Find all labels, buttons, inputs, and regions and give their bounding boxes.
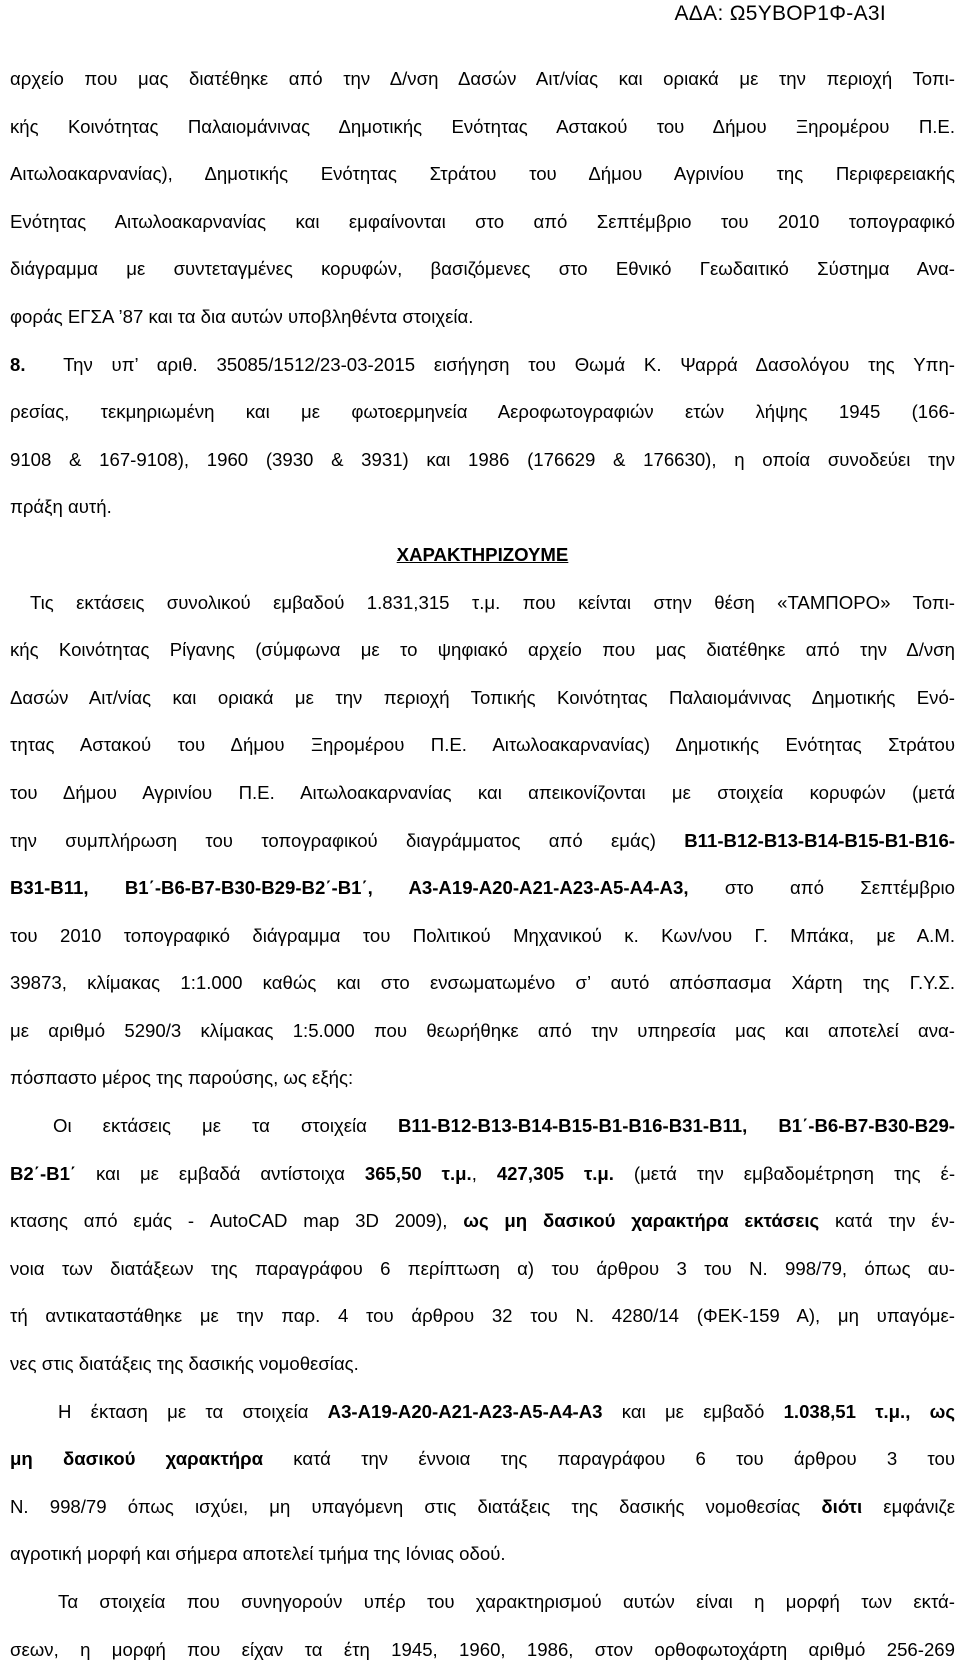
text-line: την συμπλήρωση του τοπογραφικού διαγράμματος από εμάς) Β11-Β12-Β13-Β14-Β15-Β1-Β16- — [10, 829, 955, 851]
text-line: αρχείο που μας διατέθηκε από την Δ/νση Δασών Αιτ/νίας και οριακά με την περιοχή Τοπι- — [10, 68, 955, 89]
text-line: Ν. 998/79 όπως ισχύει, μη υπαγόμενη στις διατάξεις της δασικής νομοθεσίας διότι εμφάνιζε — [10, 1495, 956, 1517]
text-line: πόσπαστο μέρος της παρούσης, ως εξής: — [10, 1067, 354, 1089]
text-line: 8. Την υπ’ αριθ. 35085/1512/23-03-2015 εισήγηση του Θωμά Κ. Ψαρρά Δασολόγου της Υπη- — [10, 353, 955, 375]
text-line: νοια των διατάξεων της παραγράφου 6 περίπτωση α) του άρθρου 3 του Ν. 998/79, όπως αυ- — [10, 1257, 955, 1279]
text-line: Τα στοιχεία που συνηγορούν υπέρ του χαρακτηρισμού αυτών είναι η μορφή των εκτά- — [58, 1591, 955, 1612]
text-line: Δασών Αιτ/νίας και οριακά με την περιοχή Τοπικής Κοινότητας Παλαιομάνινας Δημοτικής Ενό- — [10, 686, 955, 708]
text-line: Τις εκτάσεις συνολικού εμβαδού 1.831,315 τ.μ. που κείνται στην θέση «ΤΑΜΠΟΡΟ» Τοπι- — [30, 591, 955, 613]
text-line: τητας Αστακού του Δήμου Ξηρομέρου Π.Ε. Αιτωλοακαρνανίας) Δημοτικής Ενότητας Στράτου — [10, 734, 955, 756]
text-line: πράξη αυτή. — [10, 496, 112, 518]
text-line: Η έκταση με τα στοιχεία Α3-Α19-Α20-Α21-Α23-Α5-Α4-Α3 και με εμβαδό 1.038,51 τ.μ., ως — [58, 1400, 955, 1422]
text-line: του 2010 τοπογραφικό διάγραμμα του Πολιτικού Μηχανικού κ. Κων/νου Γ. Μπάκα, με Α.Μ. — [10, 924, 955, 946]
text-line: Β2΄-Β1΄ και με εμβαδά αντίστοιχα 365,50 τ.μ., 427,305 τ.μ. (μετά την εμβαδομέτρηση της έ- — [10, 1162, 956, 1184]
text-line: Ενότητας Αιτωλοακαρνανίας και εμφαίνονται στο από Σεπτέμβριο του 2010 τοπογραφικό — [10, 210, 955, 232]
text-line: φοράς ΕΓΣΑ ’87 και τα δια αυτών υποβληθέντα στοιχεία. — [10, 305, 474, 327]
text-line: σεων, η μορφή που είχαν τα έτη 1945, 1960, 1986, στον ορθοφωτοχάρτη αριθμό 256-269 — [10, 1638, 955, 1660]
text-line: του Δήμου Αγρινίου Π.Ε. Αιτωλοακαρνανίας και απεικονίζονται με στοιχεία κορυφών (μετά — [10, 781, 955, 803]
text-line: μη δασικού χαρακτήρα κατά την έννοια της παραγράφου 6 του άρθρου 3 του — [10, 1448, 955, 1470]
ada-code: ΑΔΑ: Ω5ΥΒΟΡ1Φ-Α3Ι — [674, 2, 886, 25]
text-line: κής Κοινότητας Ρίγανης (σύμφωνα με το ψηφιακό αρχείο που μας διατέθηκε από την Δ/νση — [10, 639, 955, 661]
text-line: 9108 & 167-9108), 1960 (3930 & 3931) και 1986 (176629 & 176630), η οποία συνοδεύει την — [10, 448, 955, 470]
text-line: κής Κοινότητας Παλαιομάνινας Δημοτικής Ενότητας Αστακού του Δήμου Ξηρομέρου Π.Ε. — [10, 115, 955, 137]
text-line: Αιτωλοακαρνανίας), Δημοτικής Ενότητας Στράτου του Δήμου Αγρινίου της Περιφερειακής — [10, 163, 955, 185]
text-line: με αριθμό 5290/3 κλίμακας 1:5.000 που θεωρήθηκε από την υπηρεσία μας και αποτελεί ανα- — [10, 1019, 955, 1041]
text-line: 39873, κλίμακας 1:1.000 καθώς και στο ενσωματωμένο σ’ αυτό απόσπασμα Χάρτη της Γ.Υ.Σ. — [10, 972, 955, 994]
text-line: ρεσίας, τεκμηριωμένη και με φωτοερμηνεία Αεροφωτογραφιών ετών λήψης 1945 (166- — [10, 401, 955, 423]
section-title: ΧΑΡΑΚΤΗΡΙΖΟΥΜΕ — [396, 543, 569, 565]
text-line: διάγραμμα με συντεταγμένες κορυφών, βασιζόμενες στο Εθνικό Γεωδαιτικό Σύστημα Ανα- — [10, 258, 955, 280]
text-line: Οι εκτάσεις με τα στοιχεία Β11-Β12-Β13-Β14-Β15-Β1-Β16-Β31-Β11, Β1΄-Β6-Β7-Β30-Β29- — [53, 1115, 955, 1137]
text-line: αγροτική μορφή και σήμερα αποτελεί τμήμα της Ιόνιας οδού. — [10, 1543, 506, 1565]
document-body — [10, 55, 955, 1673]
text-line: Β31-Β11, Β1΄-Β6-Β7-Β30-Β29-Β2΄-Β1΄, Α3-Α19-Α20-Α21-Α23-Α5-Α4-Α3, στο από Σεπτέμβριο — [10, 877, 955, 899]
text-line: νες στις διατάξεις της δασικής νομοθεσίας. — [10, 1353, 359, 1375]
text-line: κτασης από εμάς - AutoCAD map 3D 2009), ως μη δασικού χαρακτήρα εκτάσεις κατά την έν- — [10, 1210, 955, 1232]
text-line: τή αντικαταστάθηκε με την παρ. 4 του άρθρου 32 του Ν. 4280/14 (ΦΕΚ-159 Α), μη υπαγόμε- — [10, 1305, 955, 1327]
